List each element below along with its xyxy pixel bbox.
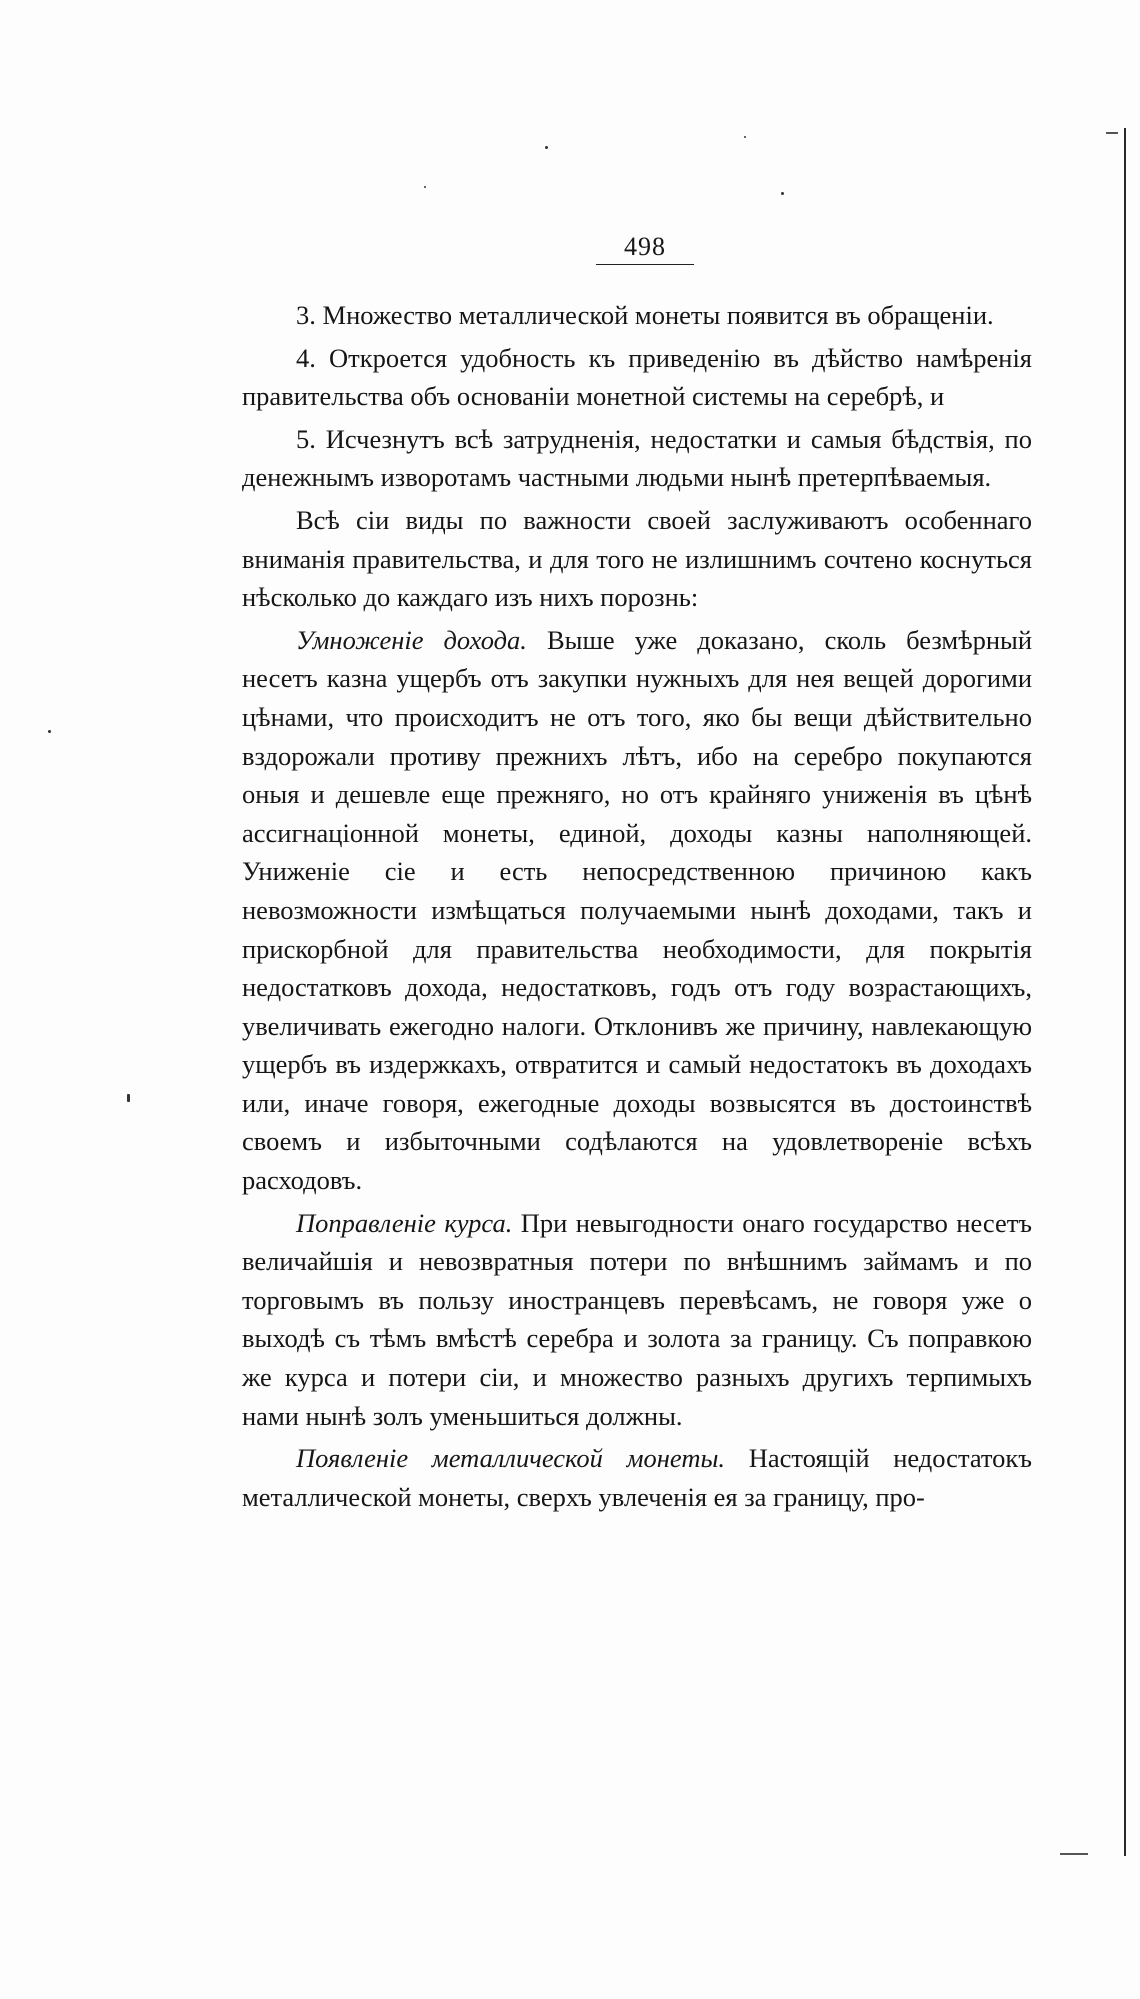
page-edge-tick-bottom <box>1060 1853 1088 1855</box>
scan-speck <box>424 186 426 188</box>
paragraph-item-3 <box>242 296 1032 335</box>
paragraph-text: 5. Исчезнутъ всѣ затрудненія, недостатки и самыя бѣдствія, по денежнымъ изворотамъ частными людьми нынѣ претерпѣваемыя. <box>242 423 1032 493</box>
page-edge-line <box>1124 128 1126 1856</box>
section-lead: Поправленіе курса. <box>296 1207 513 1238</box>
page-edge-tick-top <box>1106 132 1118 134</box>
body-text <box>242 296 1032 1520</box>
paragraph-text: Выше уже доказано, сколь безмѣрный несетъ казна ущербъ отъ закупки нужныхъ для нея вещей дорогими цѣнами, что происходитъ не отъ того, яко бы вещи дѣйствительно вздорожали противу прежнихъ лѣтъ, ибо на серебро покупаются оныя и дешевле еще прежняго, но отъ крайняго униженія въ цѣнѣ ассигнаціонной монеты, единой, доходы казны наполняющей. Униженіе сіе и есть непосредственною причиною какъ невозможности измѣщаться получаемыми нынѣ доходами, такъ и прискорбной для правительства необходимости, для покрытія недостатковъ дохода, недостатковъ, годъ отъ году возрастающихъ, увеличивать ежегодно налоги. Отклонивъ же причину, навлекающую ущербъ въ издержкахъ, отвратится и самый недостатокъ въ доходахъ или, иначе говоря, ежегодные доходы возвысятся въ достоинствѣ своемъ и избыточными содѣлаются на удовлетвореніе всѣхъ расходовъ. <box>242 624 1032 1196</box>
paragraph-item-4 <box>242 339 1032 416</box>
paragraph-item-5 <box>242 420 1032 497</box>
page-number: 498 <box>596 232 694 265</box>
paragraph-text: Настоящій недостатокъ металлической монеты, сверхъ увлеченія ея за границу, про- <box>242 1443 1032 1512</box>
scan-speck <box>48 730 51 733</box>
paragraph-text: 3. Множество металлической монеты появится въ обращеніи. <box>296 300 994 330</box>
paragraph-income <box>242 621 1032 1200</box>
scan-speck <box>127 1094 130 1102</box>
scan-speck <box>744 136 746 138</box>
paragraph-exchange-rate <box>242 1204 1032 1436</box>
paragraph-metal-coin <box>242 1439 1032 1516</box>
section-lead: Появленіе металлической монеты. <box>296 1443 726 1474</box>
paragraph-summary <box>242 501 1032 617</box>
scan-speck <box>781 192 784 195</box>
section-lead: Умноженіе дохода. <box>296 624 527 655</box>
paragraph-text: При невыгодности онаго государство несетъ величайшія и невозвратныя потери по внѣшнимъ займамъ и по торговымъ въ пользу иностранцевъ перевѣсамъ, не говоря уже о выходѣ съ тѣмъ вмѣстѣ серебра и золота за границу. Съ поправкою же курса и потери сіи, и множество разныхъ другихъ терпимыхъ нами нынѣ золъ уменьшиться должны. <box>242 1207 1032 1431</box>
paragraph-text: Всѣ сіи виды по важности своей заслуживаютъ особеннаго вниманія правительства, и для того не излишнимъ сочтено коснуться нѣсколько до каждаго изъ нихъ порознь: <box>242 504 1032 613</box>
scan-speck <box>545 146 548 149</box>
paragraph-text: 4. Откроется удобность къ приведенію въ дѣйство намѣренія правительства объ основаніи монетной системы на серебрѣ, и <box>242 342 1032 412</box>
